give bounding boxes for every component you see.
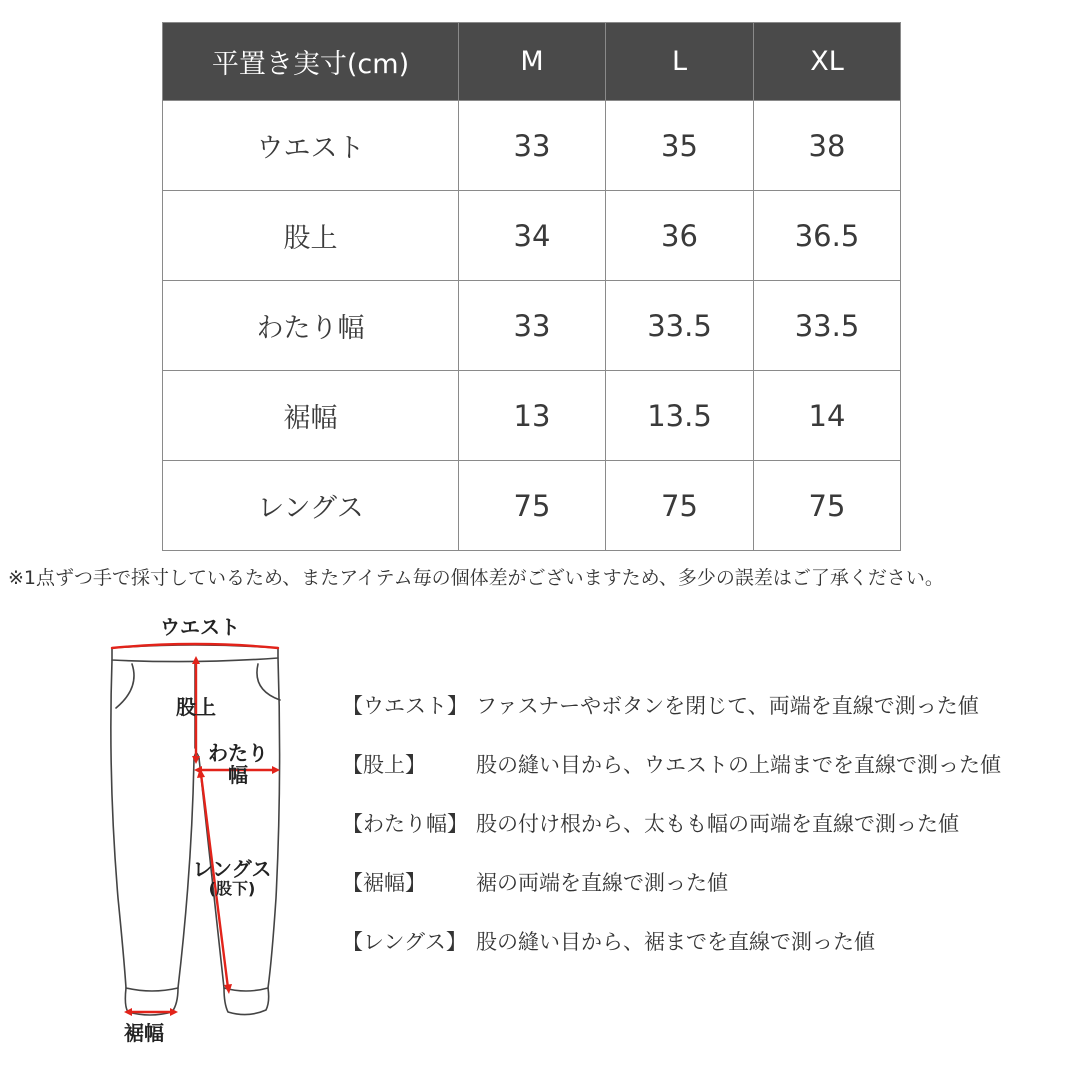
table-cell: 33 [459, 281, 606, 371]
definition-term: 【レングス】 [342, 930, 467, 954]
table-cell: 75 [754, 461, 901, 551]
row-label: 裾幅 [163, 371, 459, 461]
definition-desc: 股の付け根から、太もも幅の両端を直線で測った値 [476, 812, 959, 836]
table-row-hem [163, 371, 901, 461]
definition-term: 【わたり幅】 [342, 812, 468, 836]
diagram-label-length-line1: レングス [192, 857, 272, 881]
table-row-length [163, 461, 901, 551]
diagram-label-thigh-line1: わたり [208, 741, 268, 765]
table-cell: 13 [459, 371, 606, 461]
definition-row-hem [342, 857, 1062, 916]
header-size-m: M [459, 23, 606, 101]
table-row-thigh [163, 281, 901, 371]
diagram-label-thigh-line2: 幅 [228, 763, 248, 787]
header-size-l: L [606, 23, 754, 101]
definition-row-length [342, 916, 1062, 975]
row-label: わたり幅 [163, 281, 459, 371]
size-table [162, 22, 901, 551]
row-label: レングス [163, 461, 459, 551]
definition-desc: 股の縫い目から、裾までを直線で測った値 [476, 930, 875, 954]
header-measure: 平置き実寸(cm) [163, 23, 459, 101]
diagram-label-length [184, 858, 280, 898]
table-cell: 34 [459, 191, 606, 281]
table-header-row [163, 23, 901, 101]
table-cell: 75 [459, 461, 606, 551]
definition-term: 【股上】 [342, 753, 426, 777]
definition-row-rise [342, 739, 1062, 798]
definition-term: 【裾幅】 [342, 871, 426, 895]
row-label: ウエスト [163, 101, 459, 191]
table-cell: 14 [754, 371, 901, 461]
table-cell: 36.5 [754, 191, 901, 281]
pants-diagram [100, 608, 300, 1068]
row-label: 股上 [163, 191, 459, 281]
diagram-label-thigh [202, 742, 274, 786]
table-cell: 13.5 [606, 371, 754, 461]
definition-desc: 裾の両端を直線で測った値 [476, 871, 728, 895]
table-cell: 33.5 [754, 281, 901, 371]
pants-outline-svg [100, 608, 300, 1068]
diagram-label-rise: 股上 [176, 695, 216, 719]
diagram-label-hem: 裾幅 [124, 1021, 164, 1045]
table-cell: 35 [606, 101, 754, 191]
definition-row-thigh [342, 798, 1062, 857]
table-cell: 38 [754, 101, 901, 191]
measurement-definitions [342, 680, 1062, 975]
table-cell: 36 [606, 191, 754, 281]
measurement-note: ※1点ずつ手で採寸しているため、またアイテム毎の個体差がございますため、多少の誤差はご了承ください。 [8, 567, 944, 589]
definition-desc: ファスナーやボタンを閉じて、両端を直線で測った値 [476, 694, 979, 718]
table-cell: 75 [606, 461, 754, 551]
diagram-label-waist: ウエスト [160, 615, 240, 639]
table-cell: 33 [459, 101, 606, 191]
definition-desc: 股の縫い目から、ウエストの上端までを直線で測った値 [476, 753, 1001, 777]
diagram-label-length-line2: (股下) [208, 879, 256, 898]
header-size-xl: XL [754, 23, 901, 101]
definition-row-waist [342, 680, 1062, 739]
table-cell: 33.5 [606, 281, 754, 371]
definition-term: 【ウエスト】 [342, 694, 468, 718]
table-row-rise [163, 191, 901, 281]
table-row-waist [163, 101, 901, 191]
